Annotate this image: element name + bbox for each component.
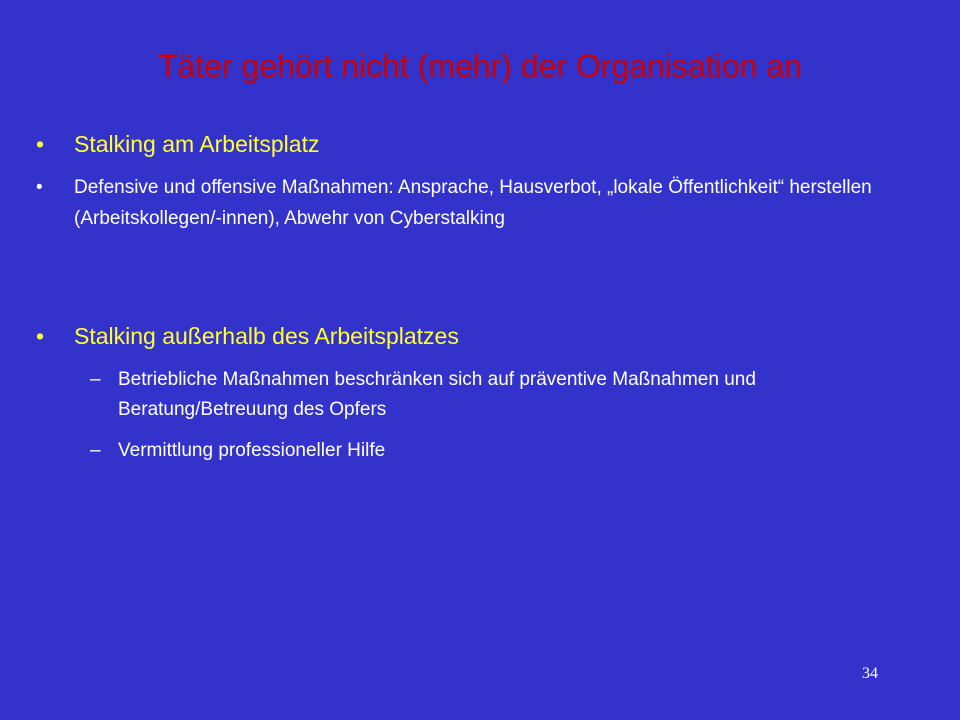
slide-title: Täter gehört nicht (mehr) der Organisation an	[158, 48, 802, 84]
bullet-stalking-outside-workplace	[36, 320, 916, 352]
sub-bullet-company-measures	[90, 365, 910, 425]
sub-bullet-marker: –	[90, 369, 101, 390]
page-number: 34	[862, 665, 878, 682]
bullet-measures	[36, 172, 916, 234]
bullet-marker: •	[36, 177, 43, 198]
bullet-text: Stalking am Arbeitsplatz	[74, 131, 320, 157]
bullet-stalking-workplace	[36, 128, 916, 160]
bullet-text: Defensive und offensive Maßnahmen: Ansprache, Hausverbot, „lokale Öffentlichkeit“ herstellen (Arbeitskollegen/-innen), Abwehr von Cyberstalking	[74, 177, 872, 229]
sub-bullet-professional-help	[90, 436, 910, 466]
bullet-marker: •	[36, 323, 45, 349]
bullet-marker: •	[36, 131, 45, 157]
bullet-text: Stalking außerhalb des Arbeitsplatzes	[74, 323, 459, 349]
sub-bullet-text: Vermittlung professioneller Hilfe	[118, 440, 386, 461]
sub-bullet-marker: –	[90, 440, 101, 461]
sub-bullet-text: Betriebliche Maßnahmen beschränken sich auf präventive Maßnahmen und Beratung/Betreuung des Opfers	[118, 369, 756, 420]
